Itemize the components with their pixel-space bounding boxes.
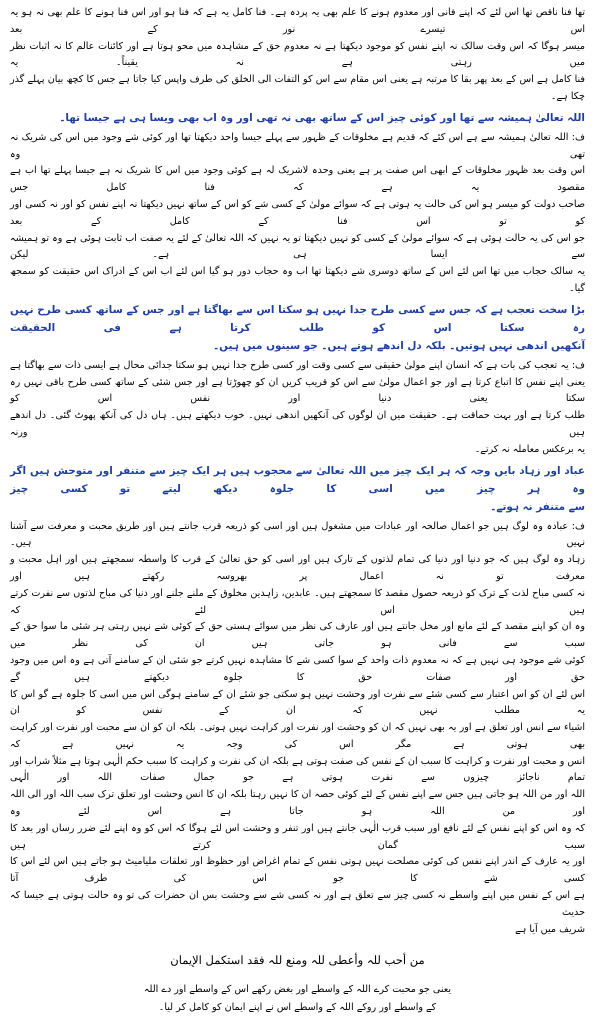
text-line: اللہ تعالیٰ ہمیشہ سے تھا اور کوئی چیز اس کے ساتھ بھی نہ تھی اور وہ اب بھی ویسا ہی ہے جیسا تھا۔ xyxy=(59,111,585,124)
text-line: طلب کرتا ہے اور بہت حماقت ہے۔ حقیقت میں ان لوگوں کی آنکھیں اندھی نہیں۔ خوب دیکھتے ہیں۔ ہاں دل کی آنکھ پھوٹ گئی۔ دل اندھے ہیں ورنہ xyxy=(10,410,585,438)
text-line: میسر ہوگا کہ اس وقت سالک نہ اپنے نفس کو موجود دیکھتا ہے نہ معدوم حق کے مشاہدہ میں محو ہوتا ہے اور کائنات عالم کا نہ اثبات نظر میں رہتی ہے نہ یقیناً۔ یہ xyxy=(10,40,585,69)
arabic-hadith-quote xyxy=(10,950,585,970)
text-line: یعنی جو محبت کرے اللہ کے واسطے اور بغض رکھے اس کے واسطے اور دے اللہ xyxy=(143,984,452,996)
text-line: عباد اور زہاد بایں وجہ کہ ہر ایک چیز میں اللہ تعالیٰ سے محجوب ہیں ہر ایک چیز سے متنفر اور متوحش ہیں اگر وہ ہر چیز میں اسی کا جلوہ دیکھ لیتے تو کسی چیز xyxy=(10,464,585,495)
text-line: اس وقت بعد ظہور مخلوقات کے ابھی اس صفت پر ہے یعنی وحدہ لاشریک لہ ہے کوئی وجود میں اس کا شریک نہ ہے جیسا پہلے تھا اب ہے مقصود یہ ہے کہ فنا کامل جس xyxy=(10,165,585,194)
text-line: اس لئے ان کو اس اعتبار سے کسی شئے سے نفرت اور وحشت نہیں ہو سکتی جو شئے ان کے سامنے ہوگی اس میں اسی کا جلوہ ہے گو اس کا یہ مطلب نہیں کہ ان کے نفس کو ان xyxy=(10,688,585,717)
text-line: اور یہ عارف کے اندر اپنے نفس کی کوئی مصلحت نہیں ہوتی نفس کے تمام اغراض اور حظوظ اور تعلقات ملیامیٹ ہو جاتے ہیں اس لئے اس کا کسی شے کا جو اس کی طرف آتا xyxy=(10,856,585,885)
text-line: آنکھیں اندھی نہیں ہوتیں۔ بلکہ دل اندھے ہوتے ہیں۔ جو سینوں میں ہیں۔ xyxy=(213,339,585,352)
body-paragraph xyxy=(10,519,585,939)
text-line: شریف میں آیا ہے xyxy=(515,923,585,935)
text-line: ف: یہ تعجب کی بات ہے کہ انسان اپنے مولیٰ حقیقی سے کسی وقت اور کسی طرح جدا نہیں ہو سکتا جدائی محال ہے ایسی ذات سے بھاگتا ہے xyxy=(10,359,585,371)
document-page xyxy=(10,5,585,1014)
body-paragraph xyxy=(10,5,585,106)
section-heading xyxy=(10,109,585,127)
text-line: اللہ اور من اللہ ہو جاتی ہیں جس سے اپنے نفس کے لئے کوئی حصہ ان کا نہیں رہتا بلکہ ان کا انس وحشت اور تعلق ترک سب اللہ اور الی اللہ اور من اللہ ہو جاتا ہے اس لئے وہ xyxy=(10,789,585,818)
text-line: فنا کامل ہے اس کے بعد پھر بقا کا مرتبہ ہے یعنی اس مقام سے اس کو التفات الی الخلق کی طرف واپس کیا جاتا ہے جس کا کچھ بیان پہلے گذر چکا ہے۔ xyxy=(10,74,585,102)
text-line: یہ برعکس معاملہ نہ کرتے۔ xyxy=(474,443,585,455)
text-line: نہ کسی مباح لذت کے ترک کو ذریعہ حصول مقصد کا سمجھتے ہیں۔ عابدین، زاہدین مخلوق کے ملنے جلنے اور دنیا کی مباح لذتوں سے نفرت کرتے ہیں اس لئے کہ xyxy=(10,587,585,616)
text-line: ف: اللہ تعالیٰ ہمیشہ سے ہے اس کئے کہ قدیم ہے مخلوقات کے ظہور سے پہلے جیسا واحد دیکھتا تھا اور کوئی شے وجود میں اس کی شریک نہ تھی وہ xyxy=(10,131,585,160)
text-line: من أحب للہ وأعطی للہ ومنع للہ فقد استکمل الإیمان xyxy=(170,952,425,967)
text-line: انس و محبت اور نفرت و کراہت کا سبب ان کے نفس کی صفت ہوتی ہے بلکہ ان کی نفرت و کراہت کا سبب حکم الٰہی ہوتا ہے مثلاً شراب اور تمام ناجائز چیزوں سے نفرت ہوتی ہے جو جمال صفات اللہ اور الٰہی xyxy=(10,755,585,784)
body-paragraph xyxy=(10,130,585,298)
text-line: زہاد وہ لوگ ہیں کہ جو دنیا اور دنیا کی تمام لذتوں کے تارک ہیں اور اسی کو حق تعالیٰ کے قرب کا واسطہ سمجھتے ہیں اور اہل محبت و معرفت تو نہ اعمال پر بھروسہ رکھتے ہیں اور xyxy=(10,554,585,582)
text-line: سے متنفر نہ ہوتے۔ xyxy=(490,500,585,513)
text-line: اشیاء سے انس اور تعلق ہے اور یہ بھی نہیں کہ ان کو وحشت اور نفرت اور کراہت نہیں ہوتی۔ بلکہ ان کو ان سے محبت اور نفرت اور کراہت بھی ہوتی ہے مگر اس کی وجہ یہ نہیں ہے کہ xyxy=(10,722,585,750)
text-line: تھا فنا ناقص تھا اس لئے کہ اپنے فانی اور معدوم ہونے کا علم بھی یہ پردہ ہے۔ فنا کامل یہ ہے کہ فنا ہو اور اس فنا ہونے کا علم بھی نہ ہو یہ اس تیسرے نور کے بعد xyxy=(10,7,585,35)
text-line: کہ وہ اس کو اپنے نفس کے لئے نافع اور سبب قرب الٰہی جانتے ہیں اور تنفر و وحشت اس لئے ہوگا کہ اس کو وہ اپنے لئے ضرر رساں اور بعد کا سبب گمان کرتے ہیں xyxy=(10,822,585,851)
section-heading xyxy=(10,301,585,355)
text-line: کے واسطے اور روکے اللہ کے واسطے اس نے اپنے ایمان کو کامل کر لیا۔ xyxy=(158,1002,437,1014)
text-line: یعنی اپنے نفس کا اتباع کرتا ہے اور جو اعمال مولیٰ سے اس کو قریب کریں ان کو چھوڑتا ہے اور جس شئی کے ساتھ کسی طرح باقی نہیں رہ سکتا یعنی دنیا اور نفس اس کو xyxy=(10,376,585,405)
body-paragraph xyxy=(10,358,585,459)
text-line: کوئی شے موجود ہی نہیں ہے کہ نہ معدوم ذات واحد کے سوا کسی شے کا مشاہدہ نہیں کرتے جو شئی ان کے سامنے آتی ہے وہ اس میں وجود حق اور صفات حق کا جلوہ دیکھتے ہیں گے xyxy=(10,654,585,683)
text-line: ہے اس کے نفس میں اپنے واسطے نہ کسی چیز سے تعلق ہے اور نہ کسی شے سے وحشت بس ان حضرات کی تو وہ حالت ہوتی ہے جیسا کہ حدیث xyxy=(10,890,585,918)
hadith-translation xyxy=(10,981,585,1017)
section-heading xyxy=(10,462,585,516)
text-line: بڑا سخت تعجب ہے کہ جس سے کسی طرح جدا نہیں ہو سکتا اس سے بھاگتا ہے اور جس کے ساتھ کسی طرح نہیں رہ سکتا اس کو طلب کرتا ہے فی الحقیقت xyxy=(10,303,585,334)
text-line: صاحب دولت کو میسر ہو اس کی حالت یہ ہوتی ہے کہ سوائے مولیٰ کے کسی شے کو اس کے ساتھ نہیں دیکھتا نہ اپنے نفس کو اور نہ کسی اور کو تو اس فنا کے کامل کے بعد xyxy=(10,198,585,227)
text-line: ف: عبادہ وہ لوگ ہیں جو اعمال صالحہ اور عبادات میں مشغول ہیں اور اسی کو ذریعہ قرب جانتے ہیں اور طریق محبت و معرفت سے آشنا نہیں ہیں۔ xyxy=(10,520,585,549)
text-line: جو اس کی یہ حالت ہوئی ہے کہ سوائے مولیٰ کے کسی کو نہیں دیکھتا تو یہ نہیں کہ اللہ تعالیٰ کے لئے یہ صفت اب ثابت ہوئی ہے وہ تو ہمیشہ سے ایسا ہی ہے۔ لیکن xyxy=(10,232,585,261)
text-line: وہ ان کو اپنے مقصد کے لئے مانع اور مخل جانتے ہیں اور عارف کی نظر میں سوائے ہستی حق کے کوئی شے نہیں رہتی ہر شئی ما سوا حق کے سبب سے فانی ہو جاتی ہیں ان کی نظر میں xyxy=(10,621,585,650)
text-line: یہ سالک حجاب میں تھا اس لئے اس کے ساتھ دوسری شے دیکھتا تھا اب وہ حجاب دور ہو گیا اس لئے اب اس کے ادراک اس حقیقت کو سمجھ گیا۔ xyxy=(10,266,585,294)
